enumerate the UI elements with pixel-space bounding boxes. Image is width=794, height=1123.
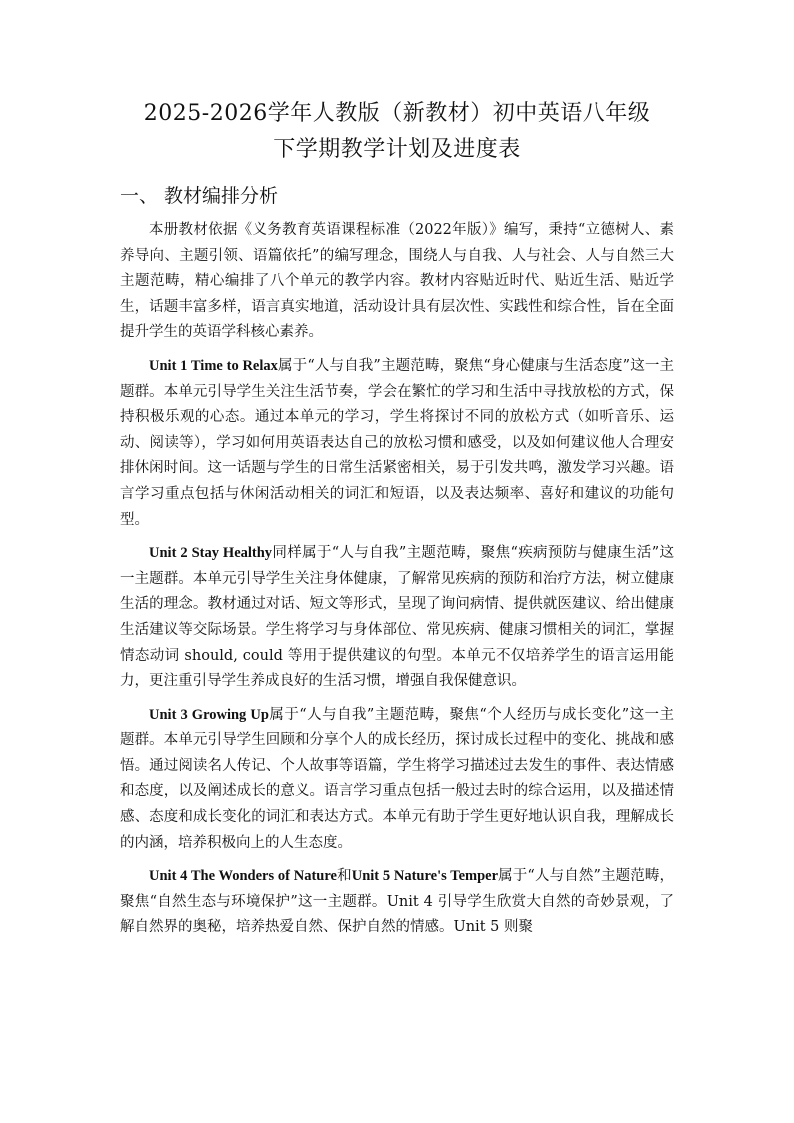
intro-paragraph: 本册教材依据《义务教育英语课程标准（2022年版）》编写，秉持“立德树人、素养导向、主题引领、语篇依托”的编写理念，围绕人与自我、人与社会、人与自然三大主题范畴，精心编排了八个单元的教学内容。教材内容贴近时代、贴近生活、贴近学生，话题丰富多样，语言真实地道，活动设计具有层次性、实践性和综合性，旨在全面提升学生的英语学科核心素养。 [120,222,674,341]
unit1-title: Unit 1 Time to Relax [149,357,278,374]
section-heading-textbook-analysis: 一、 教材编排分析 [120,185,279,207]
unit2-title: Unit 2 Stay Healthy [149,545,273,562]
unit4-and: 和 [336,868,352,885]
unit2-paragraph [120,541,674,695]
unit4-5-paragraph [120,864,674,941]
title-line-2: 下学期教学计划及进度表 [273,137,521,162]
unit4-title: Unit 4 The Wonders of Nature [149,868,337,885]
unit3-title: Unit 3 Growing Up [149,706,269,723]
unit45-text: 属于“人与自然”主题范畴，聚焦“自然生态与环境保护”这一主题群。Unit 4 引导学生欣赏大自然的奇妙景观，了解自然界的奥秘，培养热爱自然、保护自然的情感。Unit 5 则聚 [120,868,675,936]
unit5-title: Unit 5 Nature's Temper [351,868,499,885]
unit3-paragraph [120,703,674,857]
unit1-paragraph [120,354,674,533]
unit1-text: 属于“人与自我”主题范畴，聚焦“身心健康与生活态度”这一主题群。本单元引导学生关注生活节奏，学会在繁忙的学习和生活中寻找放松的方式，保持积极乐观的心态。通过本单元的学习，学生将探讨不同的放松方式（如听音乐、运动、阅读等），学习如何用英语表达自己的放松习惯和感受，以及如何建议他人合理安排休闲时间。这一话题与学生的日常生活紧密相关，易于引发共鸣，激发学习兴趣。语言学习重点包括与休闲活动相关的词汇和短语，以及表达频率、喜好和建议的功能句型。 [120,357,674,528]
unit3-text: 属于“人与自我”主题范畴，聚焦“个人经历与成长变化”这一主题群。本单元引导学生回顾和分享个人的成长经历，探讨成长过程中的变化、挑战和感悟。通过阅读名人传记、个人故事等语篇，学生将学习描述过去发生的事件、表达情感和态度，以及阐述成长的意义。语言学习重点包括一般过去时的综合运用，以及描述情感、态度和成长变化的词汇和表达方式。本单元有助于学生更好地认识自我，理解成长的内涵，培养积极向上的人生态度。 [120,706,674,851]
document-title [120,96,674,168]
title-line-1: 2025-2026学年人教版（新教材）初中英语八年级 [143,101,651,126]
unit2-text: 同样属于“人与自我”主题范畴，聚焦“疾病预防与健康生活”这一主题群。本单元引导学生关注身体健康，了解常见疾病的预防和治疗方法，树立健康生活的理念。教材通过对话、短文等形式，呈现了询问病情、提供就医建议、给出健康生活建议等交际场景。学生将学习与身体部位、常见疾病、健康习惯相关的词汇，掌握情态动词 should, could 等用于提供建议的句型。本单元不仅培养学生的语言运用能力，更注重引导学生养成良好的生活习惯，增强自我保健意识。 [120,545,674,690]
